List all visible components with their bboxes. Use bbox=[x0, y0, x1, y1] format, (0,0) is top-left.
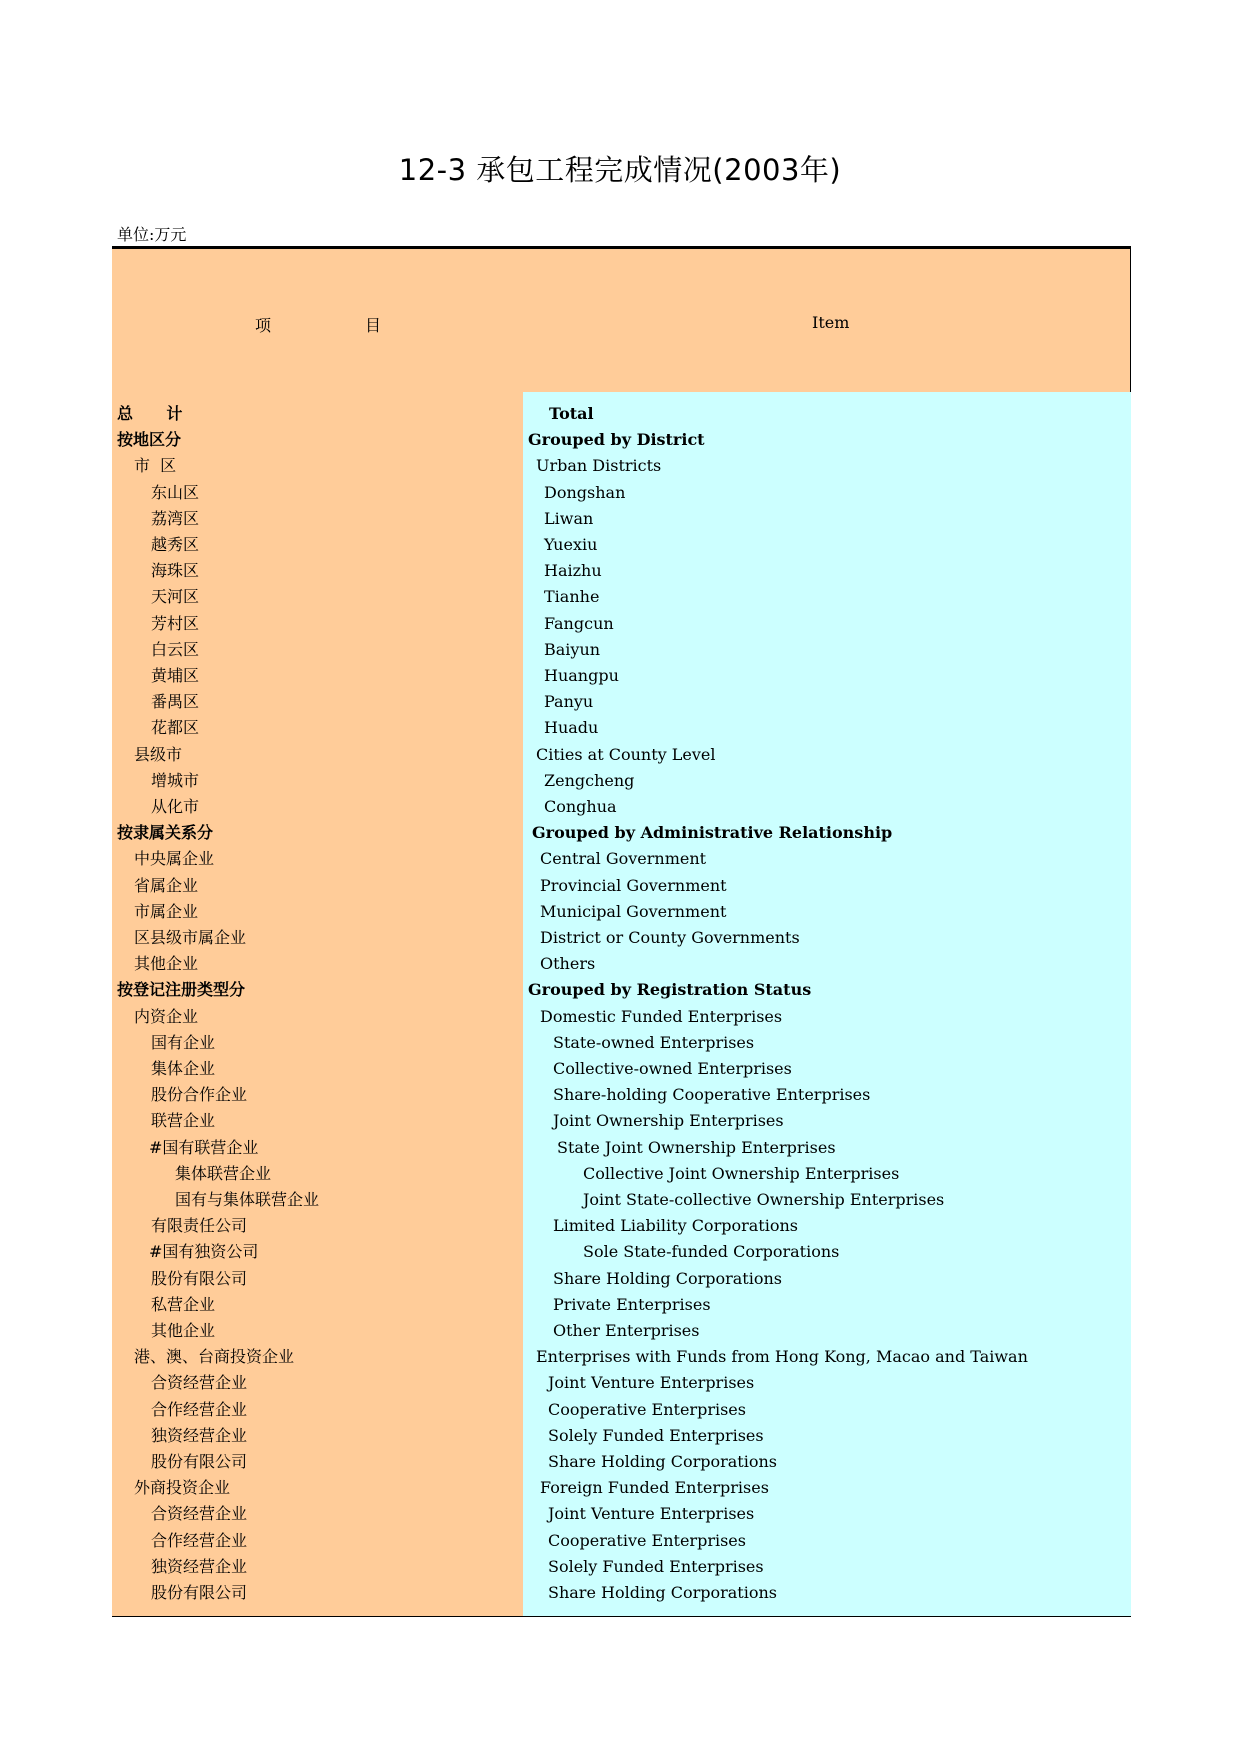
row-label-en: Grouped by Administrative Relationship bbox=[532, 823, 893, 843]
row-label-zh: 越秀区 bbox=[151, 535, 200, 554]
table-row bbox=[112, 663, 1131, 689]
row-label-zh: 按隶属关系分 bbox=[117, 823, 214, 843]
row-label-zh: #国有联营企业 bbox=[149, 1137, 259, 1157]
row-label-en: Collective Joint Ownership Enterprises bbox=[583, 1163, 900, 1183]
row-label-en: Urban Districts bbox=[536, 456, 662, 476]
row-label-en: Baiyun bbox=[544, 639, 601, 659]
table-row bbox=[112, 453, 1131, 479]
table-row bbox=[112, 1501, 1131, 1527]
row-label-en: Cities at County Level bbox=[536, 744, 716, 764]
table-header bbox=[112, 246, 1131, 395]
row-label-en: Yuexiu bbox=[544, 535, 598, 554]
row-label-en: Huangpu bbox=[544, 666, 619, 685]
table-row bbox=[112, 584, 1131, 610]
row-label-en: Private Enterprises bbox=[553, 1294, 711, 1314]
table-row bbox=[112, 715, 1131, 741]
row-label-en: Share-holding Cooperative Enterprises bbox=[553, 1085, 871, 1105]
table-row bbox=[112, 506, 1131, 532]
row-label-zh: 总 计 bbox=[117, 404, 183, 423]
row-label-en: Collective-owned Enterprises bbox=[553, 1059, 792, 1078]
table-row bbox=[112, 1292, 1131, 1318]
row-label-zh: 其他企业 bbox=[134, 954, 199, 974]
row-label-en: Sole State-funded Corporations bbox=[583, 1242, 840, 1262]
row-label-en: Dongshan bbox=[544, 482, 626, 502]
row-label-en: Joint Venture Enterprises bbox=[548, 1504, 755, 1524]
row-label-en: State-owned Enterprises bbox=[553, 1032, 755, 1052]
row-label-en: Solely Funded Enterprises bbox=[548, 1425, 764, 1445]
row-label-zh: 私营企业 bbox=[151, 1294, 216, 1314]
row-label-zh: 合作经营企业 bbox=[151, 1530, 248, 1550]
table-row bbox=[112, 951, 1131, 977]
row-label-zh: 省属企业 bbox=[134, 875, 199, 895]
unit-label: 单位:万元 bbox=[117, 225, 187, 244]
row-label-zh: 合资经营企业 bbox=[151, 1504, 248, 1524]
row-label-zh: 市属企业 bbox=[134, 901, 199, 921]
row-label-zh: #国有独资公司 bbox=[149, 1242, 259, 1262]
table-row bbox=[112, 1239, 1131, 1265]
statistics-table bbox=[112, 246, 1132, 1618]
row-label-en: Fangcun bbox=[544, 613, 614, 633]
row-label-zh: 合作经营企业 bbox=[151, 1399, 248, 1419]
table-row bbox=[112, 480, 1131, 506]
table-row bbox=[112, 1423, 1131, 1449]
row-label-en: Zengcheng bbox=[544, 770, 635, 790]
row-label-en: Domestic Funded Enterprises bbox=[540, 1006, 783, 1026]
row-label-en: Tianhe bbox=[544, 587, 600, 607]
table-row bbox=[112, 977, 1131, 1003]
row-label-zh: 股份合作企业 bbox=[151, 1085, 248, 1105]
row-label-zh: 港、澳、台商投资企业 bbox=[134, 1347, 295, 1367]
row-label-en: Share Holding Corporations bbox=[553, 1268, 782, 1288]
row-label-en: Share Holding Corporations bbox=[548, 1452, 777, 1471]
row-label-en: Conghua bbox=[544, 797, 617, 816]
table-row bbox=[112, 1449, 1131, 1475]
table-row bbox=[112, 873, 1131, 899]
table-row bbox=[112, 1580, 1131, 1606]
row-label-en: Grouped by District bbox=[528, 430, 705, 450]
table-row bbox=[112, 1397, 1131, 1423]
row-label-en: Total bbox=[549, 404, 594, 423]
row-label-en: Joint Ownership Enterprises bbox=[553, 1111, 784, 1131]
row-label-en: Huadu bbox=[544, 718, 599, 738]
table-row bbox=[112, 401, 1131, 427]
table-row bbox=[112, 611, 1131, 637]
row-label-zh: 有限责任公司 bbox=[151, 1216, 248, 1236]
table-row bbox=[112, 742, 1131, 768]
table-row bbox=[112, 1318, 1131, 1344]
table-row bbox=[112, 768, 1131, 794]
row-label-zh: 内资企业 bbox=[134, 1006, 199, 1026]
row-label-zh: 按登记注册类型分 bbox=[117, 980, 246, 1000]
row-label-zh: 海珠区 bbox=[151, 561, 200, 581]
table-row bbox=[112, 689, 1131, 715]
table-row bbox=[112, 794, 1131, 820]
row-label-en: Joint Venture Enterprises bbox=[548, 1373, 755, 1393]
table-row bbox=[112, 820, 1131, 846]
row-label-zh: 按地区分 bbox=[117, 430, 182, 450]
row-label-zh: 股份有限公司 bbox=[151, 1268, 248, 1288]
row-label-zh: 荔湾区 bbox=[151, 508, 200, 528]
row-label-en: Liwan bbox=[544, 508, 594, 528]
table-row bbox=[112, 532, 1131, 558]
row-label-zh: 番禺区 bbox=[151, 692, 200, 712]
table-row bbox=[112, 1370, 1131, 1396]
table-row bbox=[112, 899, 1131, 925]
row-label-zh: 独资经营企业 bbox=[151, 1425, 248, 1445]
row-label-en: District or County Governments bbox=[540, 928, 800, 947]
row-label-en: Solely Funded Enterprises bbox=[548, 1556, 764, 1576]
header-item-zh-2: 目 bbox=[365, 316, 382, 335]
table-row bbox=[112, 846, 1131, 872]
row-label-zh: 黄埔区 bbox=[151, 666, 200, 685]
row-label-en: Municipal Government bbox=[540, 901, 727, 921]
row-label-zh: 联营企业 bbox=[151, 1111, 216, 1131]
table-row bbox=[112, 1187, 1131, 1213]
row-label-en: Cooperative Enterprises bbox=[548, 1399, 746, 1419]
row-label-zh: 花都区 bbox=[151, 718, 200, 738]
row-label-zh: 独资经营企业 bbox=[151, 1556, 248, 1576]
table-row bbox=[112, 1004, 1131, 1030]
row-label-zh: 市 区 bbox=[134, 456, 177, 476]
row-label-zh: 股份有限公司 bbox=[151, 1452, 248, 1471]
table-row bbox=[112, 1554, 1131, 1580]
row-label-zh: 东山区 bbox=[151, 482, 200, 502]
row-label-en: Grouped by Registration Status bbox=[528, 980, 812, 1000]
row-label-zh: 国有企业 bbox=[151, 1032, 216, 1052]
table-row bbox=[112, 1266, 1131, 1292]
table-row bbox=[112, 1108, 1131, 1134]
table-row bbox=[112, 1213, 1131, 1239]
row-label-zh: 从化市 bbox=[151, 797, 200, 816]
table-row bbox=[112, 427, 1131, 453]
table-body bbox=[112, 392, 1131, 1617]
row-label-zh: 外商投资企业 bbox=[134, 1478, 231, 1498]
row-label-en: Joint State-collective Ownership Enterprises bbox=[583, 1190, 945, 1209]
row-label-en: Cooperative Enterprises bbox=[548, 1530, 746, 1550]
row-label-en: Share Holding Corporations bbox=[548, 1583, 777, 1602]
table-row bbox=[112, 925, 1131, 951]
row-label-zh: 天河区 bbox=[151, 587, 200, 607]
row-label-en: Central Government bbox=[540, 849, 707, 869]
row-label-en: Foreign Funded Enterprises bbox=[540, 1478, 769, 1498]
row-label-zh: 集体企业 bbox=[151, 1059, 216, 1078]
row-label-zh: 其他企业 bbox=[151, 1321, 216, 1340]
table-row bbox=[112, 1528, 1131, 1554]
row-label-en: Others bbox=[540, 954, 596, 974]
row-label-zh: 集体联营企业 bbox=[175, 1163, 272, 1183]
table-row bbox=[112, 1030, 1131, 1056]
row-label-en: State Joint Ownership Enterprises bbox=[557, 1137, 836, 1157]
table-row bbox=[112, 1135, 1131, 1161]
row-label-en: Limited Liability Corporations bbox=[553, 1216, 798, 1236]
table-row bbox=[112, 637, 1131, 663]
row-label-zh: 中央属企业 bbox=[134, 849, 215, 869]
row-label-en: Other Enterprises bbox=[553, 1321, 700, 1340]
row-label-en: Haizhu bbox=[544, 561, 602, 581]
page-title: 12-3 承包工程完成情况(2003年) bbox=[398, 153, 842, 187]
table-row bbox=[112, 1161, 1131, 1187]
row-label-zh: 国有与集体联营企业 bbox=[175, 1190, 320, 1209]
row-label-en: Provincial Government bbox=[540, 875, 727, 895]
row-label-zh: 芳村区 bbox=[151, 613, 200, 633]
table-row bbox=[112, 1056, 1131, 1082]
row-label-zh: 股份有限公司 bbox=[151, 1583, 248, 1602]
row-label-en: Enterprises with Funds from Hong Kong, Macao and Taiwan bbox=[536, 1347, 1028, 1367]
header-item-en: Item bbox=[812, 313, 850, 332]
row-label-zh: 区县级市属企业 bbox=[134, 928, 247, 947]
row-label-zh: 合资经营企业 bbox=[151, 1373, 248, 1393]
row-label-zh: 白云区 bbox=[151, 639, 200, 659]
table-row bbox=[112, 1475, 1131, 1501]
row-label-zh: 增城市 bbox=[151, 770, 200, 790]
row-label-en: Panyu bbox=[544, 692, 594, 712]
header-item-zh-1: 项 bbox=[255, 316, 272, 335]
table-row bbox=[112, 1344, 1131, 1370]
row-label-zh: 县级市 bbox=[134, 744, 183, 764]
table-row bbox=[112, 1082, 1131, 1108]
table-row bbox=[112, 558, 1131, 584]
